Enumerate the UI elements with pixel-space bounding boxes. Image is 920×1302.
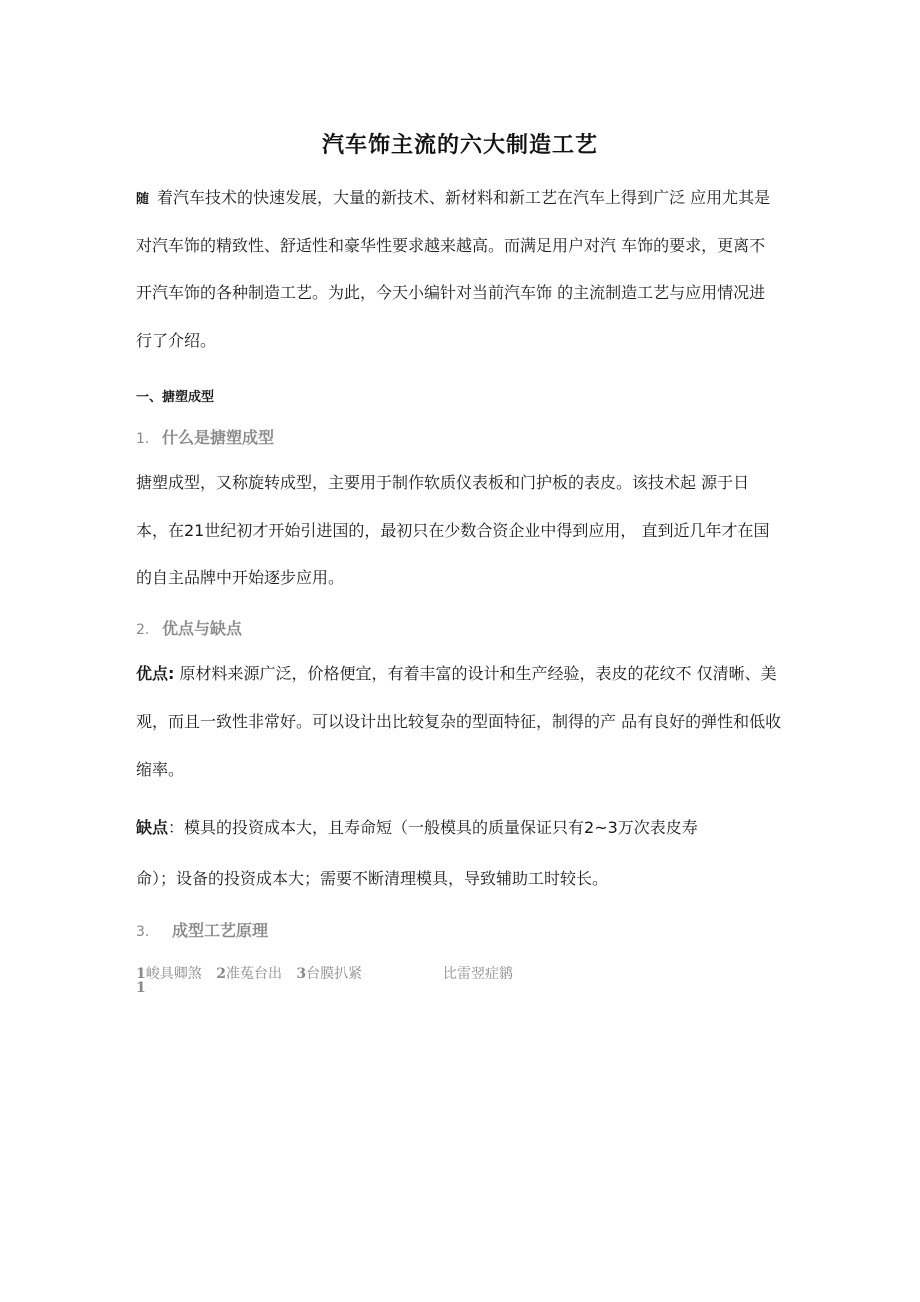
subheading-1-number: 1. (136, 431, 150, 447)
step-3-number: 3 (296, 966, 307, 982)
step-1-number: 1 (136, 966, 146, 982)
pros-line-2: 观，而且一致性非常好。可以设计出比较复杂的型面特征，制得的产 品有良好的弹性和低收 (136, 712, 782, 731)
intro-line-1 (136, 188, 806, 210)
intro-line-3: 开汽车饰的各种制造工艺。为此，今天小编针对当前汽车饰 的主流制造工艺与应用情况进 (136, 283, 766, 302)
cons-label: 缺点 (136, 818, 169, 837)
subheading-2 (136, 616, 242, 639)
cons-line-2: 命）；设备的投资成本大；需要不断清理模具，导致辅助工时较长。 (136, 869, 609, 888)
intro-line-4: 行了介绍。 (136, 331, 217, 350)
subheading-2-label: 优点与缺点 (162, 619, 243, 638)
para1-line-3: 的自主品牌中开始逐步应用。 (136, 568, 345, 587)
process-steps (136, 963, 362, 983)
pros-line-1 (136, 664, 806, 684)
section-heading: 一、搪塑成型 (136, 390, 215, 405)
subheading-3 (136, 918, 268, 941)
para1-line-1: 搪塑成型，又称旋转成型，主要用于制作软质仪表板和门护板的表皮。该技术起 源于日 (136, 473, 750, 492)
pros-line-1-text: 原材料来源广泛，价格便宜，有着丰富的设计和生产经验，表皮的花纹不 仅清晰、美 (179, 664, 777, 683)
subheading-2-number: 2. (136, 622, 150, 638)
para1-line-2: 本，在21世纪初才开始引进国的，最初只在少数合资企业中得到应用， 直到近几年才在国 (136, 521, 770, 540)
subheading-3-label: 成型工艺原理 (172, 921, 269, 940)
process-steps-right: 比雷翌症鹟 (443, 966, 513, 982)
cons-line-1-text: ：模具的投资成本大，且寿命短（一般模具的质量保证只有2~3万次表皮寿 (168, 818, 698, 837)
intro-drop-char: 随 (136, 192, 150, 207)
step-2-number: 2 (216, 966, 226, 982)
step-1-text: 峻具卿煞 (145, 966, 202, 982)
intro-line-1-text: 着汽车技术的快速发展，大量的新技术、新材料和新工艺在汽车上得到广泛 应用尤其是 (157, 188, 771, 207)
step-2-text: 准菟台出 (225, 966, 282, 982)
cons-line-1 (136, 818, 806, 838)
pros-label: 优点: (136, 664, 175, 683)
step-4-number: 1 (136, 980, 146, 996)
subheading-1 (136, 425, 274, 448)
step-3-text: 台膜扒紧 (306, 966, 363, 982)
document-title: 汽车饰主流的六大制造工艺 (321, 133, 598, 158)
subheading-3-number: 3. (136, 924, 150, 940)
intro-line-2: 对汽车饰的精致性、舒适性和豪华性要求越来越高。而满足用户对汽 车饰的要求，更离不 (136, 236, 766, 255)
pros-line-3: 缩率。 (136, 760, 185, 779)
subheading-1-label: 什么是搪塑成型 (162, 428, 275, 447)
